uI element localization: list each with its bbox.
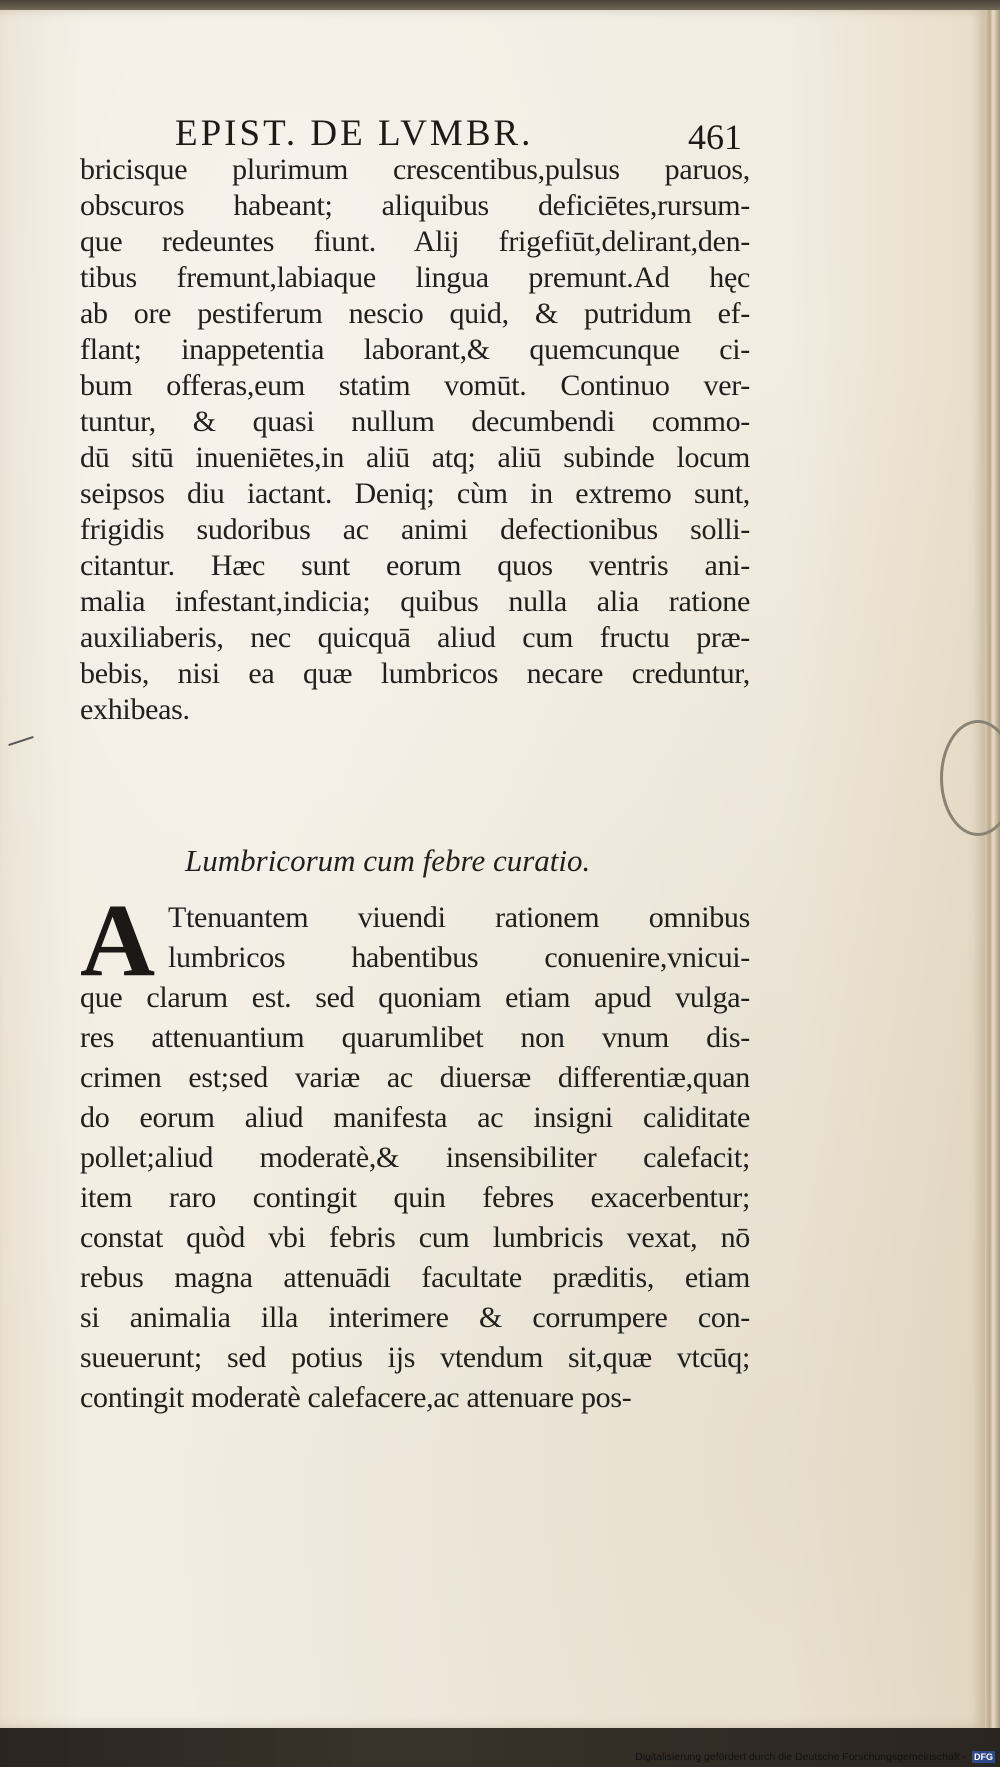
text-line: obscuros habeant; aliquibus deficiētes,rursum- xyxy=(80,189,750,222)
text-line: tibus fremunt,labiaque lingua premunt.Ad hęc xyxy=(80,261,750,294)
text-line: si animalia illa interimere & corrumpere con- xyxy=(80,1301,750,1334)
text-line: res attenuantium quarumlibet non vnum dis- xyxy=(80,1021,750,1054)
text-line: bricisque plurimum crescentibus,pulsus paruos, xyxy=(80,153,750,186)
text-line: do eorum aliud manifesta ac insigni caliditate xyxy=(80,1101,750,1134)
text-line: item raro contingit quin febres exacerbentur; xyxy=(80,1181,750,1214)
text-line: bebis, nisi ea quæ lumbricos necare creduntur, xyxy=(80,657,750,690)
text-line: malia infestant,indicia; quibus nulla alia ratione xyxy=(80,585,750,618)
text-line: contingit moderatè calefacere,ac attenuare pos- xyxy=(80,1381,632,1414)
running-head: EPIST. DE LVMBR. xyxy=(175,113,534,154)
text-line: bum offeras,eum statim vomūt. Continuo ver- xyxy=(80,369,750,402)
drop-cap: A xyxy=(80,883,154,998)
digitization-note-text: Digitalisierung gefördert durch die Deutsche Forschungsgemeinschaft - xyxy=(635,1751,967,1763)
text-line: lumbricos habentibus conuenire,vnicui- xyxy=(168,941,750,974)
text-line: sueuerunt; sed potius ijs vtendum sit,quæ vtcūq; xyxy=(80,1341,750,1374)
text-line: seipsos diu iactant. Deniq; cùm in extremo sunt, xyxy=(80,477,750,510)
text-line: rebus magna attenuādi facultate præditis, etiam xyxy=(80,1261,750,1294)
dfg-logo: DFG xyxy=(974,1752,993,1763)
text-line: auxiliaberis, nec quicquā aliud cum fructu præ- xyxy=(80,621,750,654)
text-line: tuntur, & quasi nullum decumbendi commo- xyxy=(80,405,750,438)
page-edge xyxy=(985,10,1000,1728)
text-line: que clarum est. sed quoniam etiam apud vulga- xyxy=(80,981,750,1014)
text-line: exhibeas. xyxy=(80,693,190,726)
text-line: dū sitū inueniētes,in aliū atq; aliū subinde locum xyxy=(80,441,750,474)
digitization-note xyxy=(595,1751,995,1765)
page-number: 461 xyxy=(688,117,742,157)
text-line: crimen est;sed variæ ac diuersæ differentiæ,quan xyxy=(80,1061,750,1094)
text-line: que redeuntes fiunt. Alij frigefiūt,delirant,den- xyxy=(80,225,750,258)
text-line: Ttenuantem viuendi rationem omnibus xyxy=(168,901,750,934)
text-line: constat quòd vbi febris cum lumbricis vexat, nō xyxy=(80,1221,750,1254)
text-line: ab ore pestiferum nescio quid, & putridum ef- xyxy=(80,297,750,330)
text-line: flant; inappetentia laborant,& quemcunque ci- xyxy=(80,333,750,366)
text-line: frigidis sudoribus ac animi defectionibus solli- xyxy=(80,513,750,546)
text-line: pollet;aliud moderatè,& insensibiliter calefacit; xyxy=(80,1141,750,1174)
section-heading: Lumbricorum cum febre curatio. xyxy=(185,843,591,878)
text-line: citantur. Hæc sunt eorum quos ventris ani- xyxy=(80,549,750,582)
